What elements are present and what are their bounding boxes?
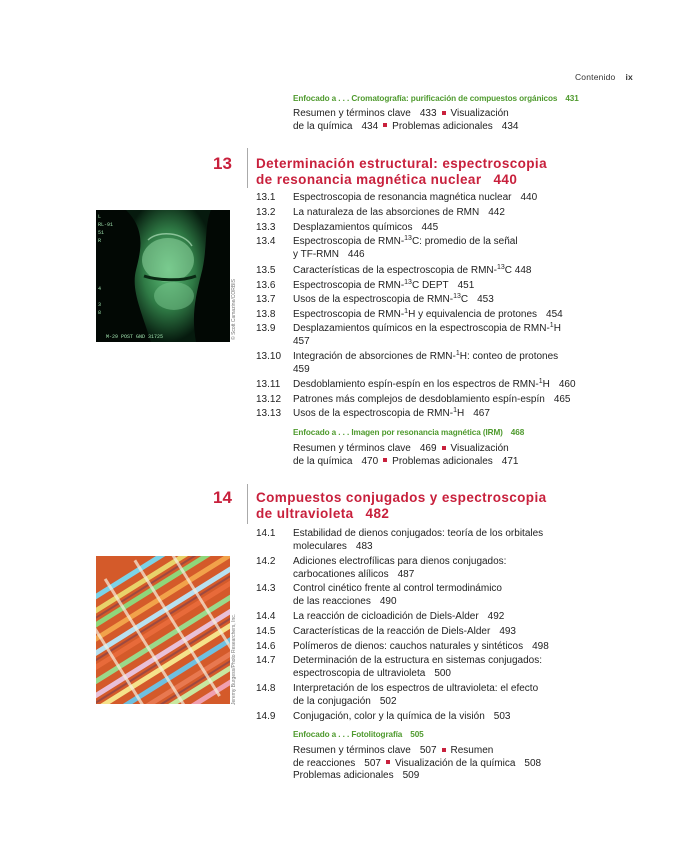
header-label: Contenido xyxy=(574,72,616,82)
header-page-number: ix xyxy=(625,72,633,82)
summary-link[interactable]: Resumen y términos clave xyxy=(293,745,411,756)
chapter-13-number: 13 xyxy=(213,154,232,173)
summary-link[interactable]: Problemas adicionales xyxy=(392,120,493,132)
summary-prev: Resumen y términos clave 433 Visualización de la química 434 Problemas adicionales 434 xyxy=(293,108,519,132)
photolithography-image xyxy=(96,556,230,704)
summary-link[interactable]: Visualización xyxy=(450,108,509,119)
chapter-14-title[interactable]: Compuestos conjugados y espectroscopia de ultravioleta 482 xyxy=(256,490,547,521)
focus-link-prev[interactable]: Enfocado a . . . Cromatografía: purificación de compuestos orgánicos 431 xyxy=(293,94,579,103)
mri-knee-image xyxy=(96,210,230,342)
image-credit-14: Jeremy Burgess/Photo Researchers, Inc. xyxy=(231,613,237,705)
summary-link[interactable]: Problemas adicionales xyxy=(293,770,394,781)
svg-text:RL-91: RL-91 xyxy=(98,222,114,228)
focus-link-14[interactable]: Enfocado a . . . Fotolitografía 505 xyxy=(293,730,424,739)
svg-text:L: L xyxy=(98,214,102,220)
svg-text:R: R xyxy=(98,238,102,244)
summary-link[interactable]: Visualización xyxy=(450,443,509,454)
svg-text:51: 51 xyxy=(98,230,105,236)
summary-link[interactable]: Visualización de la química xyxy=(394,757,516,769)
svg-text:3: 3 xyxy=(98,302,102,308)
running-header xyxy=(575,72,633,82)
summary-link[interactable]: Resumen y términos clave xyxy=(293,443,411,454)
chapter-14-number: 14 xyxy=(213,488,232,507)
summary-link[interactable]: Problemas adicionales xyxy=(392,455,493,467)
chapter-divider xyxy=(247,484,248,524)
summary-link[interactable]: Resumen xyxy=(450,745,494,756)
summary-link[interactable]: Resumen y términos clave xyxy=(293,108,411,119)
image-credit-13: © Scott Camazine/CORBIS xyxy=(231,279,237,340)
chapter-divider xyxy=(247,148,248,188)
svg-text:4: 4 xyxy=(98,286,102,292)
svg-text:8: 8 xyxy=(98,310,102,316)
summary-14: Resumen y términos clave 507 Resumen de reacciones 507 Visualización de la química 508 Problemas adicionales 509 xyxy=(293,745,542,781)
summary-13: Resumen y términos clave 469 Visualización de la química 470 Problemas adicionales 471 xyxy=(293,443,519,467)
chapter-13-title[interactable]: Determinación estructural: espectroscopia de resonancia magnética nuclear 440 xyxy=(256,156,547,187)
focus-link-13[interactable]: Enfocado a . . . Imagen por resonancia magnética (IRM) 468 xyxy=(293,428,525,437)
svg-text:M-29 POST GND 31725: M-29 POST GND 31725 xyxy=(106,334,164,340)
